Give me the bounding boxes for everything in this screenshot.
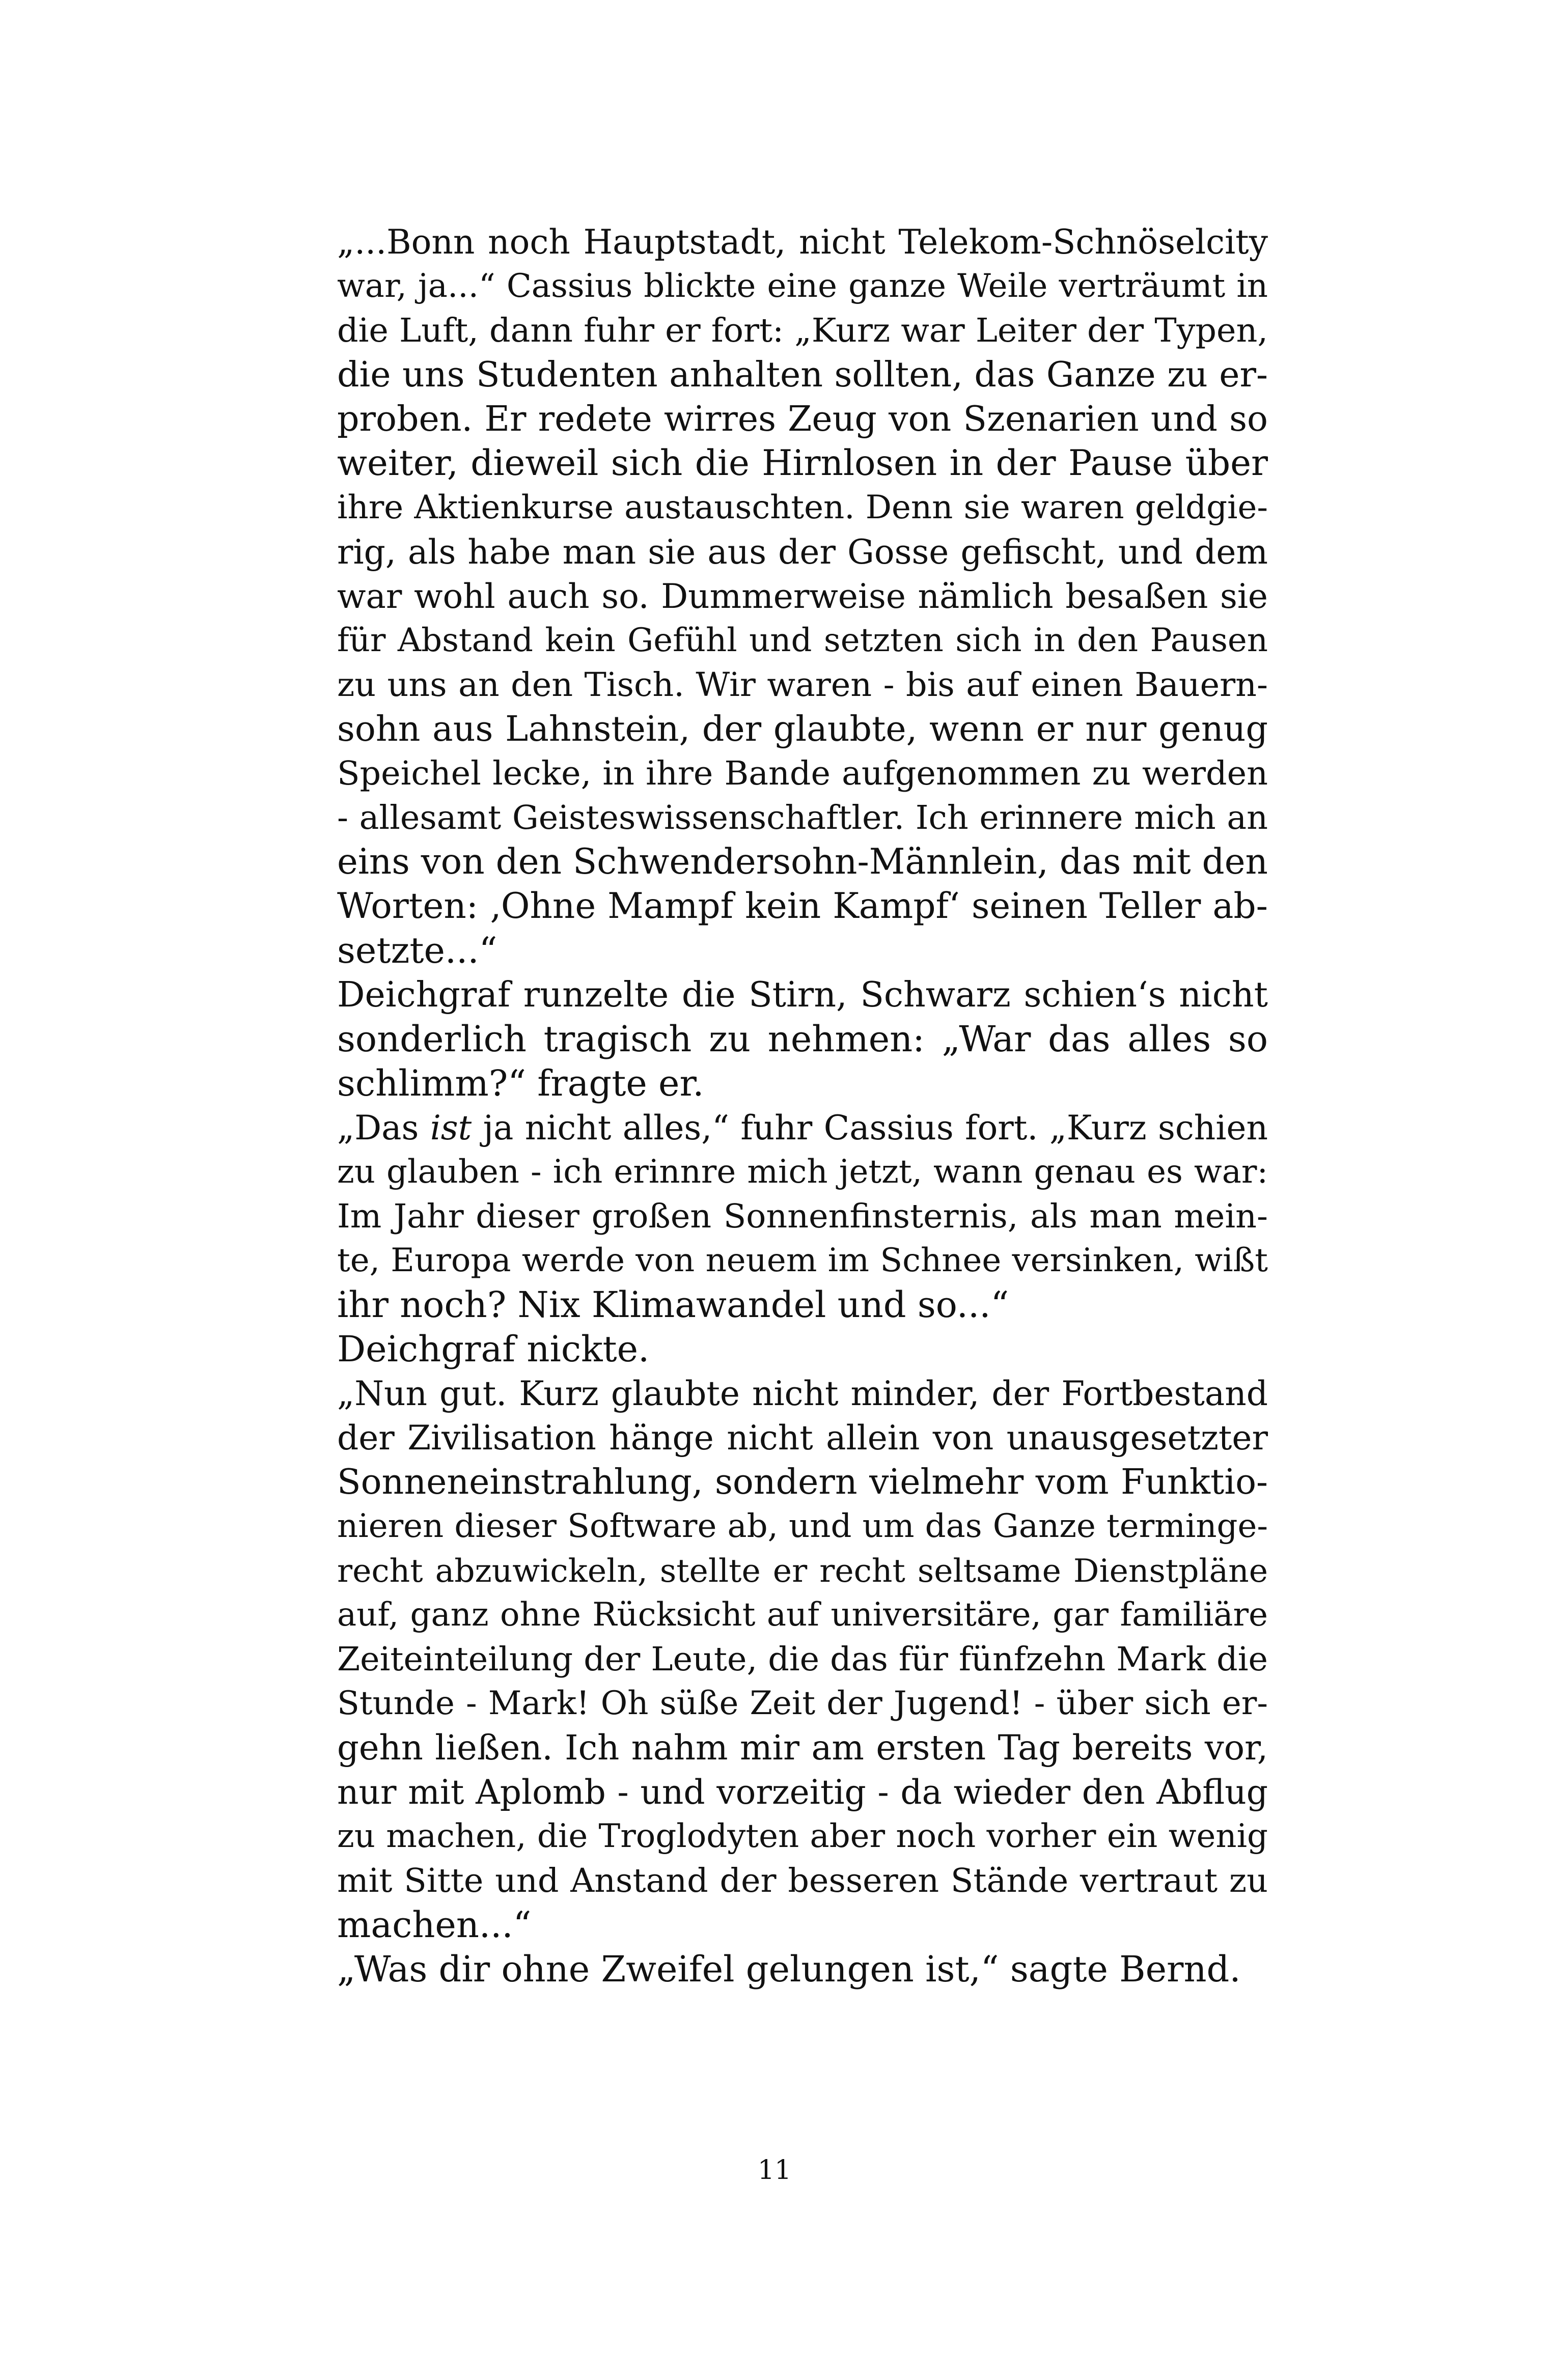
text-line: recht abzuwickeln, stellte er recht seltsame Dienstpläne: [337, 1552, 1268, 1589]
text-line: te, Europa werde von neuem im Schnee versinken, wißt: [337, 1242, 1268, 1279]
text-line: Stunde - Mark! Oh süße Zeit der Jugend! - über sich er-: [337, 1685, 1268, 1722]
body-text: [337, 220, 1268, 1992]
text-line: Worten: ‚Ohne Mampf kein Kampf‘ seinen Teller ab-: [337, 886, 1268, 927]
text-line: - allesamt Geisteswissenschaftler. Ich erinnere mich an: [337, 799, 1268, 837]
text-line: [337, 1106, 1268, 1150]
text-line: mit Sitte und Anstand der besseren Stände vertraut zu: [337, 1862, 1268, 1900]
text-line: proben. Er redete wirres Zeug von Szenarien und so: [337, 399, 1268, 439]
text-line: war wohl auch so. Dummerweise nämlich besaßen sie: [337, 577, 1268, 616]
text-line: Deichgraf nickte.: [337, 1328, 650, 1370]
text-line: zu glauben - ich erinnre mich jetzt, wann genau es war:: [337, 1153, 1268, 1191]
text-segment: „Das: [337, 1108, 430, 1147]
text-line: war, ja...“ Cassius blickte eine ganze Weile verträumt in: [337, 267, 1268, 305]
text-line: rig, als habe man sie aus der Gosse gefischt, und dem: [337, 533, 1268, 572]
text-line: der Zivilisation hänge nicht allein von unausgesetzter: [337, 1418, 1268, 1458]
text-line: ihr noch? Nix Klimawandel und so...“: [337, 1284, 1009, 1326]
text-segment: ja nicht alles,“ fuhr Cassius fort. „Kurz schien: [472, 1108, 1268, 1147]
text-line: „...Bonn noch Hauptstadt, nicht Telekom-Schnöselcity: [337, 222, 1268, 262]
text-line: nieren dieser Software ab, und um das Ganze terminge-: [337, 1507, 1268, 1545]
text-line: nur mit Aplomb - und vorzeitig - da wieder den Abflug: [337, 1773, 1268, 1812]
text-line: zu machen, die Troglodyten aber noch vorher ein wenig: [337, 1817, 1268, 1855]
italic-emphasis: ist: [430, 1108, 472, 1147]
text-line: gehn ließen. Ich nahm mir am ersten Tag bereits vor,: [337, 1728, 1268, 1768]
text-line: ihre Aktienkurse austauschten. Denn sie waren geldgie-: [337, 489, 1268, 526]
text-line: schlimm?“ fragte er.: [337, 1062, 704, 1104]
text-line: sohn aus Lahnstein, der glaubte, wenn er nur genug: [337, 709, 1268, 749]
text-line: zu uns an den Tisch. Wir waren - bis auf einen Bauern-: [337, 666, 1268, 704]
text-line: setzte...“: [337, 930, 497, 971]
text-line: die uns Studenten anhalten sollten, das Ganze zu er-: [337, 355, 1268, 395]
text-line: auf, ganz ohne Rücksicht auf universitäre, gar familiäre: [337, 1596, 1268, 1634]
text-line: Zeiteinteilung der Leute, die das für fünfzehn Mark die: [337, 1640, 1268, 1678]
text-line: Speichel lecke, in ihre Bande aufgenommen zu werden: [337, 754, 1268, 793]
text-line: machen...“: [337, 1904, 532, 1946]
text-line: „Was dir ohne Zweifel gelungen ist,“ sagte Bernd.: [337, 1948, 1241, 1990]
text-line: sonderlich tragisch zu nehmen: „War das alles so: [337, 1018, 1268, 1060]
text-line: Deichgraf runzelte die Stirn, Schwarz schien‘s nicht: [337, 975, 1268, 1015]
text-line: Sonneneinstrahlung, sondern vielmehr vom Funktio-: [337, 1462, 1268, 1502]
text-line: weiter, dieweil sich die Hirnlosen in der Pause über: [337, 443, 1268, 484]
text-line: eins von den Schwendersohn-Männlein, das mit den: [337, 842, 1268, 882]
text-line: Im Jahr dieser großen Sonnenfinsternis, als man mein-: [337, 1197, 1268, 1236]
text-line: „Nun gut. Kurz glaubte nicht minder, der Fortbestand: [337, 1374, 1268, 1413]
page-number: 11: [757, 2155, 792, 2186]
text-line: für Abstand kein Gefühl und setzten sich in den Pausen: [337, 622, 1268, 659]
text-line: die Luft, dann fuhr er fort: „Kurz war Leiter der Typen,: [337, 312, 1268, 350]
